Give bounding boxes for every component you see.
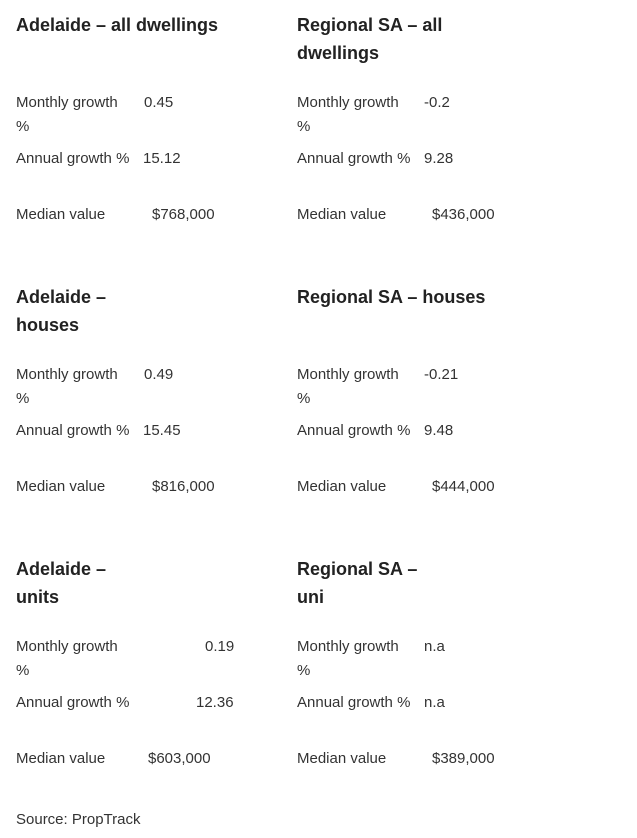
annual-growth-value: 12.36 [196,694,234,711]
section-adelaide-houses [16,283,276,513]
annual-growth-value: n.a [424,694,445,711]
section-regional-sa-units [297,555,597,785]
annual-growth-label: Annual growth % [16,694,130,711]
monthly-growth-label: Monthly growth [16,366,118,383]
monthly-growth-unit: % [297,390,311,407]
monthly-growth-label: Monthly growth [297,94,399,111]
median-value-label: Median value [297,750,387,767]
section-regional-sa-houses [297,283,597,513]
monthly-growth-label: Monthly growth [297,638,399,655]
section-regional-sa-all-dwellings [297,11,597,241]
annual-growth-value: 9.48 [424,422,454,439]
section-adelaide-all-dwellings [16,11,276,241]
monthly-growth-value: -0.2 [424,94,450,111]
section-title: Adelaide – houses [16,287,107,335]
monthly-growth-value: 0.45 [144,94,174,111]
median-value-label: Median value [297,478,387,495]
monthly-growth-label: Monthly growth [16,638,118,655]
median-value-label: Median value [16,478,106,495]
median-value: $603,000 [148,750,211,767]
monthly-growth-unit: % [16,390,30,407]
median-value: $389,000 [432,750,495,767]
section-adelaide-units [16,555,276,785]
section-title: Adelaide – units [16,559,107,607]
section-title: Regional SA – houses [297,287,486,307]
median-value-label: Median value [16,206,106,223]
annual-growth-label: Annual growth % [297,694,411,711]
monthly-growth-value: 0.19 [205,638,235,655]
source-note: Source: PropTrack [16,811,141,828]
monthly-growth-unit: % [16,662,30,679]
annual-growth-value: 15.12 [143,150,181,167]
annual-growth-value: 15.45 [143,422,181,439]
median-value: $444,000 [432,478,495,495]
median-value: $436,000 [432,206,495,223]
median-value: $768,000 [152,206,215,223]
section-title: Adelaide – all dwellings [16,15,219,35]
monthly-growth-unit: % [297,118,311,135]
monthly-growth-value: n.a [424,638,445,655]
monthly-growth-value: -0.21 [424,366,459,383]
annual-growth-label: Annual growth % [16,422,130,439]
monthly-growth-unit: % [16,118,30,135]
median-value-label: Median value [16,750,106,767]
monthly-growth-label: Monthly growth [297,366,399,383]
annual-growth-label: Annual growth % [297,422,411,439]
monthly-growth-value: 0.49 [144,366,174,383]
annual-growth-label: Annual growth % [297,150,411,167]
annual-growth-label: Annual growth % [16,150,130,167]
section-title: Regional SA – uni [297,559,418,607]
median-value-label: Median value [297,206,387,223]
section-title: Regional SA – all dwellings [297,15,443,63]
annual-growth-value: 9.28 [424,150,454,167]
monthly-growth-label: Monthly growth [16,94,118,111]
monthly-growth-unit: % [297,662,311,679]
median-value: $816,000 [152,478,215,495]
